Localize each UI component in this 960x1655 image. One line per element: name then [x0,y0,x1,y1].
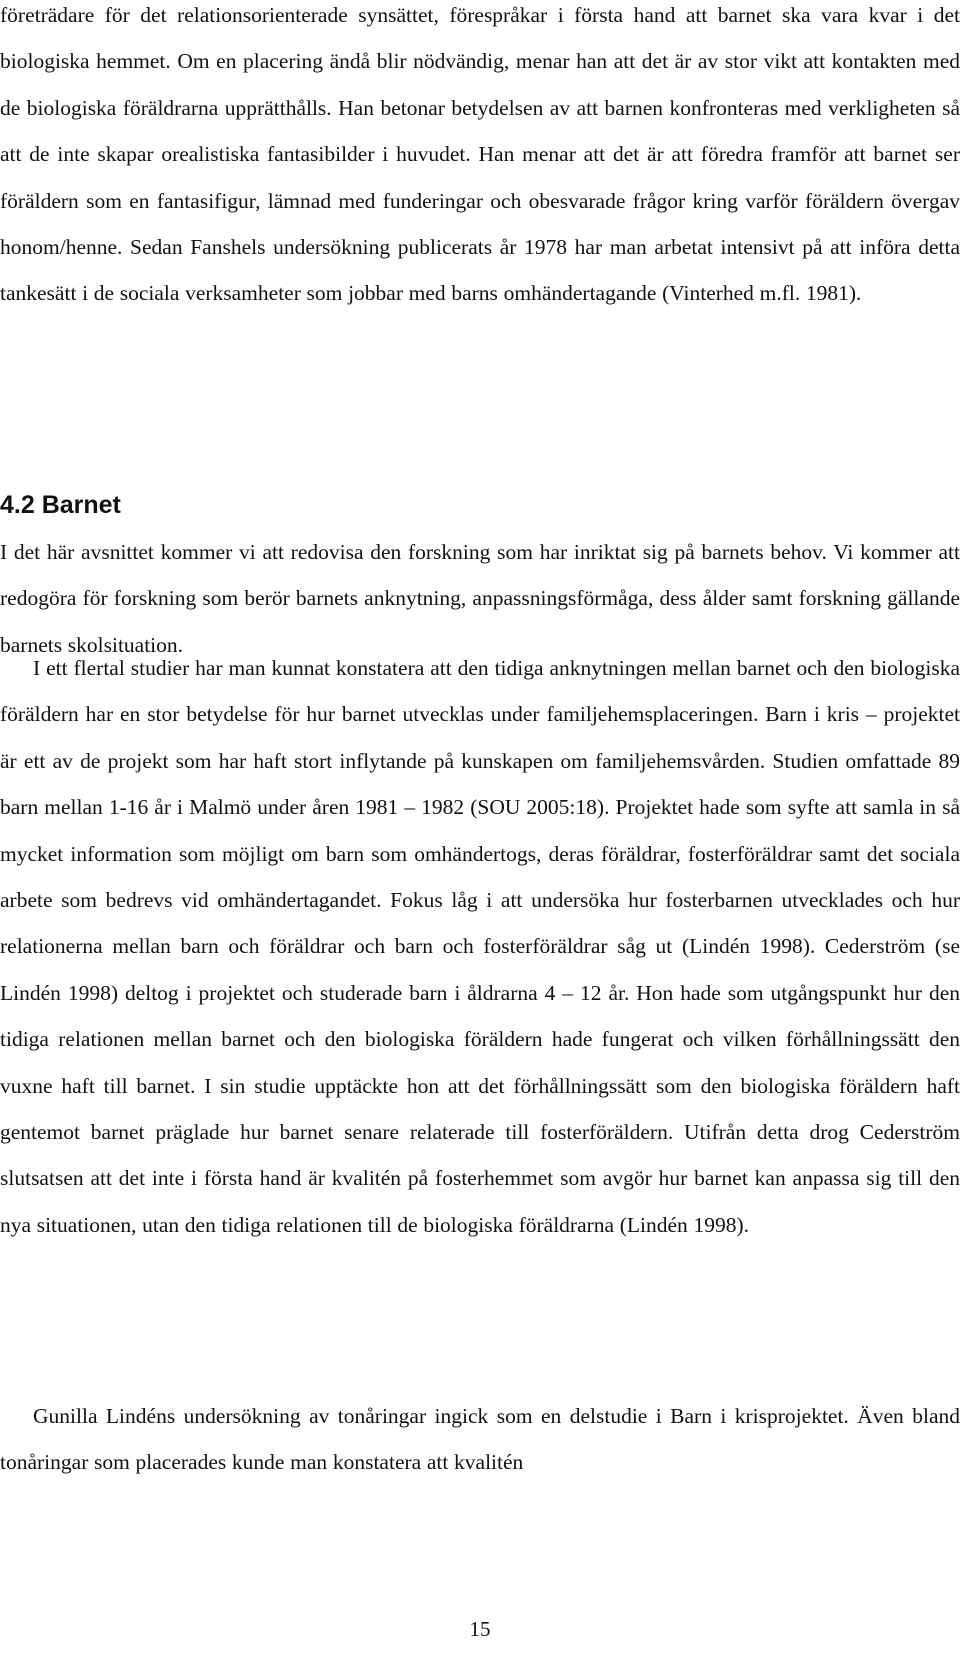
body-paragraph-attachment: I ett flertal studier har man kunnat konstatera att den tidiga anknytningen mellan barnet och den biologiska föräldern har en stor betydelse för hur barnet utvecklas under familjehemsplaceringen. Barn i kris – projektet är ett av de projekt som har haft stort inflytande på kunskapen om familjehemsvården. Studien omfattade 89 barn mellan 1-16 år i Malmö under åren 1981 – 1982 (SOU 2005:18). Projektet hade som syfte att samla in så mycket information som möjligt om barn som omhändertogs, deras föräldrar, fosterföräldrar samt det sociala arbete som bedrevs vid omhändertagandet. Fokus låg i att undersöka hur fosterbarnen utvecklades och hur relationerna mellan barn och föräldrar och barn och fosterföräldrar såg ut (Lindén 1998). Cederström (se Lindén 1998) deltog i projektet och studerade barn i åldrarna 4 – 12 år. Hon hade som utgångspunkt hur den tidiga relationen mellan barnet och den biologiska föräldern hade fungerat och vilken förhållningssätt den vuxne haft till barnet. I sin studie upptäckte hon att det förhållningssätt som den biologiska föräldern haft gentemot barnet präglade hur barnet senare relaterade till fosterföräldern. Utifrån detta drog Cederström slutsatsen att det inte i första hand är kvalitén på fosterhemmet som avgör hur barnet kan anpassa sig till den nya situationen, utan den tidiga relationen till de biologiska föräldrarna (Lindén 1998). [0,656,960,1237]
body-paragraph-teenagers: Gunilla Lindéns undersökning av tonåringar ingick som en delstudie i Barn i krisprojektet. Även bland tonåringar som placerades kunde man konstatera att kvalitén [0,1404,960,1475]
body-paragraph-continued: företrädare för det relationsorienterade synsättet, förespråkar i första hand att barnet ska vara kvar i det biologiska hemmet. Om en placering ändå blir nödvändig, menar han att det är av stor vikt att kontakten med de biologiska föräldrarna upprätthålls. Han betonar betydelsen av att barnen konfronteras med verkligheten så att de inte skapar orealistiska fantasibilder i huvudet. Han menar att det är att föredra framför att barnet ser föräldern som en fantasifigur, lämnad med funderingar och obesvarade frågor kring varför föräldern övergav honom/henne. Sedan Fanshels undersökning publicerats år 1978 har man arbetat intensivt på att införa detta tankesätt i de sociala verksamheter som jobbar med barns omhändertagande (Vinterhed m.fl. 1981). [0,3,960,306]
page-number: 15 [469,1617,491,1641]
body-paragraph-intro: I det här avsnittet kommer vi att redovisa den forskning som har inriktat sig på barnets behov. Vi kommer att redogöra för forskning som berör barnets anknytning, anpassningsförmåga, dess ålder samt forskning gällande barnets skolsituation. [0,540,960,657]
section-heading: 4.2 Barnet [0,491,121,519]
